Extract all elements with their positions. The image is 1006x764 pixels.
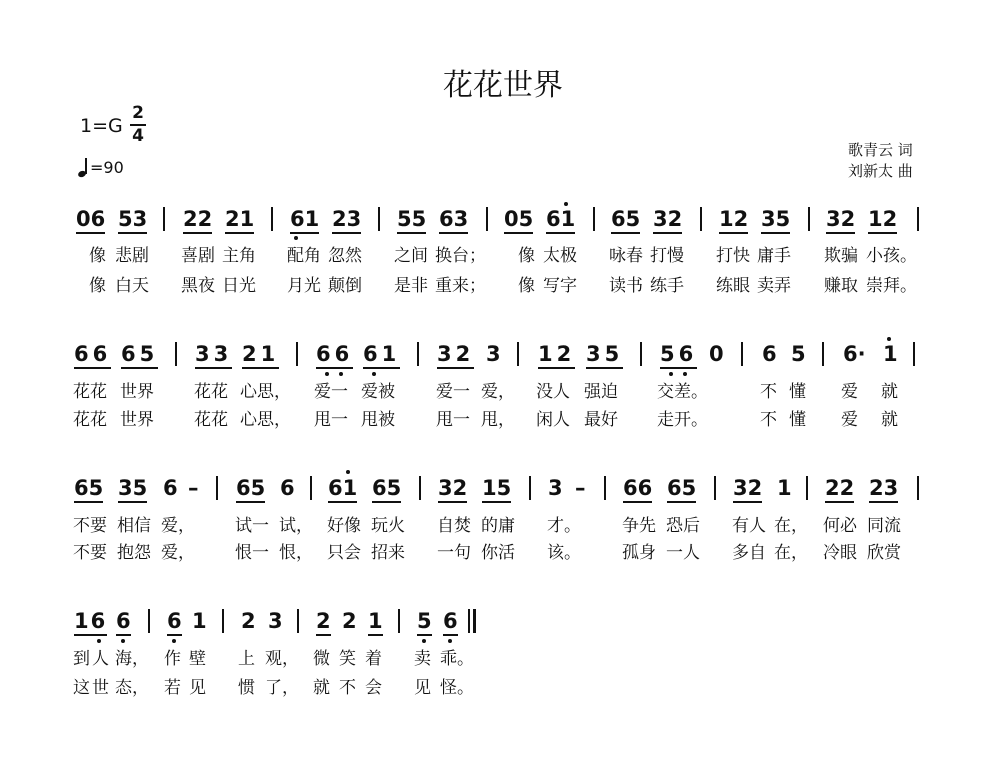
lyric: 世 <box>92 678 109 698</box>
note-group: 65 <box>74 476 104 500</box>
tempo-marking <box>78 157 124 177</box>
barline <box>913 342 915 366</box>
note-group: 1 <box>777 476 792 500</box>
note-group: 32 <box>438 476 468 500</box>
lyric: 练手 <box>650 276 684 296</box>
lyric: 月光 <box>287 276 321 296</box>
lyric: 就 <box>881 382 898 402</box>
note-group: 22 <box>183 207 213 231</box>
note-group: 05 <box>504 207 534 231</box>
low-octave-dot <box>683 372 687 376</box>
lyric: 颠倒 <box>328 276 362 296</box>
barline <box>806 476 808 500</box>
lyric: 像 <box>518 246 535 266</box>
barline <box>398 609 400 633</box>
note-group: 3 <box>486 342 501 366</box>
time-signature-top: 2 <box>132 103 144 123</box>
barline <box>163 207 165 231</box>
note-group: 66 <box>74 342 112 366</box>
note-group: 6 <box>762 342 777 366</box>
low-octave-dot <box>294 236 298 240</box>
lyric: 壁 <box>189 649 206 669</box>
lyric: 不要 <box>73 516 107 536</box>
barline <box>700 207 702 231</box>
lyric: 笑 <box>339 649 356 669</box>
lyric: 世界 <box>120 382 154 402</box>
note-group: 12 <box>868 207 898 231</box>
barline <box>417 342 419 366</box>
lyric: 恨， <box>279 543 313 563</box>
lyric: 孤身 <box>622 543 656 563</box>
lyric: 见 <box>414 678 431 698</box>
lyric: 招来 <box>371 543 405 563</box>
lyric: 爱一 <box>436 382 470 402</box>
low-octave-dot <box>172 639 176 643</box>
note-group: 15 <box>482 476 512 500</box>
low-octave-dot <box>325 372 329 376</box>
note-group: 66 <box>623 476 653 500</box>
barline <box>148 609 150 633</box>
lyric: 爱， <box>161 543 195 563</box>
note-group: 16 <box>74 609 108 633</box>
high-octave-dot <box>346 470 350 474</box>
lyric: 配角 <box>287 246 321 266</box>
note-group: 6 <box>167 609 182 633</box>
lyric: 像 <box>89 246 106 266</box>
lyric: 就 <box>313 678 330 698</box>
lyric: 爱， <box>481 382 515 402</box>
note-group: 66 <box>316 342 354 366</box>
barline <box>296 342 298 366</box>
note-group: 5 <box>791 342 806 366</box>
low-octave-dot <box>97 639 101 643</box>
lyric: 会 <box>365 678 382 698</box>
lyric: 走开。 <box>657 410 708 430</box>
note-group: 35 <box>118 476 148 500</box>
lyric: 好像 <box>327 516 361 536</box>
lyric: 爱被 <box>361 382 395 402</box>
barline <box>310 476 312 500</box>
lyric: 的庸 <box>481 516 515 536</box>
lyric: 何必 <box>823 516 857 536</box>
lyric: 该。 <box>547 543 581 563</box>
lyric: 像 <box>518 276 535 296</box>
tempo-value: =90 <box>90 158 124 177</box>
lyric: 之间 <box>394 246 428 266</box>
note-group: 1 <box>368 609 383 633</box>
lyric: 心思， <box>240 382 291 402</box>
lyricist-credit: 歌青云 词 <box>848 141 913 159</box>
lyric: 你活 <box>481 543 515 563</box>
note-group: 2 <box>342 609 357 633</box>
lyric: 练眼 <box>716 276 750 296</box>
lyric: 一句 <box>437 543 471 563</box>
barline <box>714 476 716 500</box>
lyric: 卖 <box>414 649 431 669</box>
barline <box>917 476 919 500</box>
lyric: 赚取 <box>824 276 858 296</box>
note-group: 6 <box>116 609 131 633</box>
lyric: 就 <box>881 410 898 430</box>
note-group: 6 <box>280 476 295 500</box>
lyric: 爱 <box>841 382 858 402</box>
note-group: 65 <box>121 342 159 366</box>
note-group: 61 <box>363 342 401 366</box>
lyric: 是非 <box>394 276 428 296</box>
note-group: 65 <box>611 207 641 231</box>
lyric: 自焚 <box>437 516 471 536</box>
note-group: – <box>575 476 586 500</box>
lyric: 世界 <box>120 410 154 430</box>
lyric: 心思， <box>240 410 291 430</box>
lyric: 不要 <box>73 543 107 563</box>
lyric: 态， <box>115 678 149 698</box>
barline <box>271 207 273 231</box>
time-signature-bottom: 4 <box>132 126 144 146</box>
lyric: 只会 <box>327 543 361 563</box>
lyric: 最好 <box>584 410 618 430</box>
note-group: 12 <box>538 342 576 366</box>
note-group: 06 <box>76 207 106 231</box>
lyric: 海， <box>115 649 149 669</box>
note-group: 35 <box>761 207 791 231</box>
lyric: 恨一 <box>235 543 269 563</box>
note-group: 35 <box>586 342 624 366</box>
lyric: 换台； <box>435 246 486 266</box>
lyric: 甩， <box>481 410 515 430</box>
lyric: 观， <box>265 649 299 669</box>
note-group: 21 <box>225 207 255 231</box>
note-group: 63 <box>439 207 469 231</box>
lyric: 小孩。 <box>866 246 917 266</box>
note-group: 32 <box>437 342 475 366</box>
lyric: 像 <box>89 276 106 296</box>
note-group: 6 <box>443 609 458 633</box>
low-octave-dot <box>339 372 343 376</box>
time-signature <box>130 104 146 146</box>
note-group: 6 <box>163 476 178 500</box>
lyric: 悲剧 <box>115 246 149 266</box>
note-group: 2 <box>316 609 331 633</box>
lyric: 相信 <box>117 516 151 536</box>
quarter-note-icon <box>78 157 90 177</box>
lyric: 强迫 <box>584 382 618 402</box>
low-octave-dot <box>448 639 452 643</box>
low-octave-dot <box>422 639 426 643</box>
final-barline <box>468 609 470 633</box>
lyric: 人 <box>92 649 109 669</box>
note-group: 65 <box>667 476 697 500</box>
lyric: 花花 <box>194 410 228 430</box>
lyric: 若 <box>164 678 181 698</box>
lyric: 争先 <box>622 516 656 536</box>
barline <box>175 342 177 366</box>
note-group: – <box>188 476 199 500</box>
note-group: 3 <box>548 476 563 500</box>
lyric: 爱一 <box>314 382 348 402</box>
lyric: 忽然 <box>328 246 362 266</box>
lyric: 在， <box>774 543 808 563</box>
note-group: 61 <box>290 207 320 231</box>
note-group: 33 <box>195 342 233 366</box>
lyric: 花花 <box>194 382 228 402</box>
note-group: 61 <box>328 476 358 500</box>
lyric: 上 <box>238 649 255 669</box>
lyric: 微 <box>313 649 330 669</box>
low-octave-dot <box>121 639 125 643</box>
note-group: 3 <box>268 609 283 633</box>
lyric: 乖。 <box>440 649 474 669</box>
barline <box>822 342 824 366</box>
lyric: 甩一 <box>314 410 348 430</box>
lyric: 抱怨 <box>117 543 151 563</box>
note-group: 23 <box>869 476 899 500</box>
lyric: 甩一 <box>436 410 470 430</box>
barline <box>593 207 595 231</box>
lyric: 打慢 <box>650 246 684 266</box>
lyric: 卖弄 <box>757 276 791 296</box>
lyric: 闲人 <box>536 410 570 430</box>
lyric: 交差。 <box>657 382 708 402</box>
lyric: 没人 <box>536 382 570 402</box>
lyric: 试， <box>279 516 313 536</box>
low-octave-dot <box>669 372 673 376</box>
note-group: 12 <box>719 207 749 231</box>
barline <box>529 476 531 500</box>
note-group: 0 <box>709 342 724 366</box>
note-group: 1 <box>883 342 898 366</box>
lyric: 太极 <box>543 246 577 266</box>
barline <box>640 342 642 366</box>
lyric: 一人 <box>666 543 700 563</box>
barline <box>378 207 380 231</box>
barline <box>517 342 519 366</box>
lyric: 试一 <box>235 516 269 536</box>
note-group: 6· <box>843 342 866 366</box>
note-group: 32 <box>826 207 856 231</box>
lyric: 懂 <box>789 410 806 430</box>
lyric: 庸手 <box>757 246 791 266</box>
barline <box>297 609 299 633</box>
barline <box>222 609 224 633</box>
key-signature: 1=G <box>80 115 123 137</box>
barline <box>216 476 218 500</box>
lyric: 恐后 <box>666 516 700 536</box>
note-group: 56 <box>660 342 698 366</box>
lyric: 作 <box>164 649 181 669</box>
lyric: 花花 <box>73 410 107 430</box>
note-group: 5 <box>417 609 432 633</box>
lyric: 欣赏 <box>867 543 901 563</box>
barline <box>808 207 810 231</box>
barline <box>486 207 488 231</box>
lyric: 怪。 <box>440 678 474 698</box>
note-group: 1 <box>192 609 207 633</box>
high-octave-dot <box>564 202 568 206</box>
lyric: 黑夜 <box>181 276 215 296</box>
note-group: 22 <box>825 476 855 500</box>
note-group: 32 <box>653 207 683 231</box>
lyric: 咏春 <box>609 246 643 266</box>
lyric: 爱 <box>841 410 858 430</box>
lyric: 爱， <box>161 516 195 536</box>
lyric: 写字 <box>543 276 577 296</box>
lyric: 崇拜。 <box>866 276 917 296</box>
lyric: 有人 <box>732 516 766 536</box>
lyric: 欺骗 <box>824 246 858 266</box>
lyric: 花花 <box>73 382 107 402</box>
lyric: 同流 <box>867 516 901 536</box>
lyric: 这 <box>73 678 90 698</box>
lyric: 日光 <box>222 276 256 296</box>
lyric: 玩火 <box>371 516 405 536</box>
note-group: 32 <box>733 476 763 500</box>
lyric: 白天 <box>115 276 149 296</box>
composer-credit: 刘新太 曲 <box>848 162 913 180</box>
barline <box>419 476 421 500</box>
note-group: 65 <box>372 476 402 500</box>
lyric: 在， <box>774 516 808 536</box>
note-group: 65 <box>236 476 266 500</box>
barline <box>741 342 743 366</box>
barline <box>917 207 919 231</box>
note-group: 55 <box>397 207 427 231</box>
lyric: 不 <box>339 678 356 698</box>
lyric: 见 <box>189 678 206 698</box>
lyric: 冷眼 <box>823 543 857 563</box>
high-octave-dot <box>887 337 891 341</box>
lyric: 了， <box>265 678 299 698</box>
note-group: 61 <box>546 207 576 231</box>
lyric: 多自 <box>732 543 766 563</box>
lyric: 重来； <box>435 276 486 296</box>
lyric: 着 <box>365 649 382 669</box>
lyric: 到 <box>73 649 90 669</box>
barline <box>604 476 606 500</box>
lyric: 打快 <box>716 246 750 266</box>
note-group: 2 <box>241 609 256 633</box>
note-group: 53 <box>118 207 148 231</box>
lyric: 读书 <box>609 276 643 296</box>
lyric: 喜剧 <box>181 246 215 266</box>
lyric: 甩被 <box>361 410 395 430</box>
lyric: 不 <box>760 382 777 402</box>
note-group: 21 <box>242 342 280 366</box>
lyric: 不 <box>760 410 777 430</box>
lyric: 主角 <box>222 246 256 266</box>
lyric: 懂 <box>789 382 806 402</box>
low-octave-dot <box>372 372 376 376</box>
song-title: 花花世界 <box>443 68 563 103</box>
lyric: 才。 <box>547 516 581 536</box>
note-group: 23 <box>332 207 362 231</box>
lyric: 惯 <box>238 678 255 698</box>
